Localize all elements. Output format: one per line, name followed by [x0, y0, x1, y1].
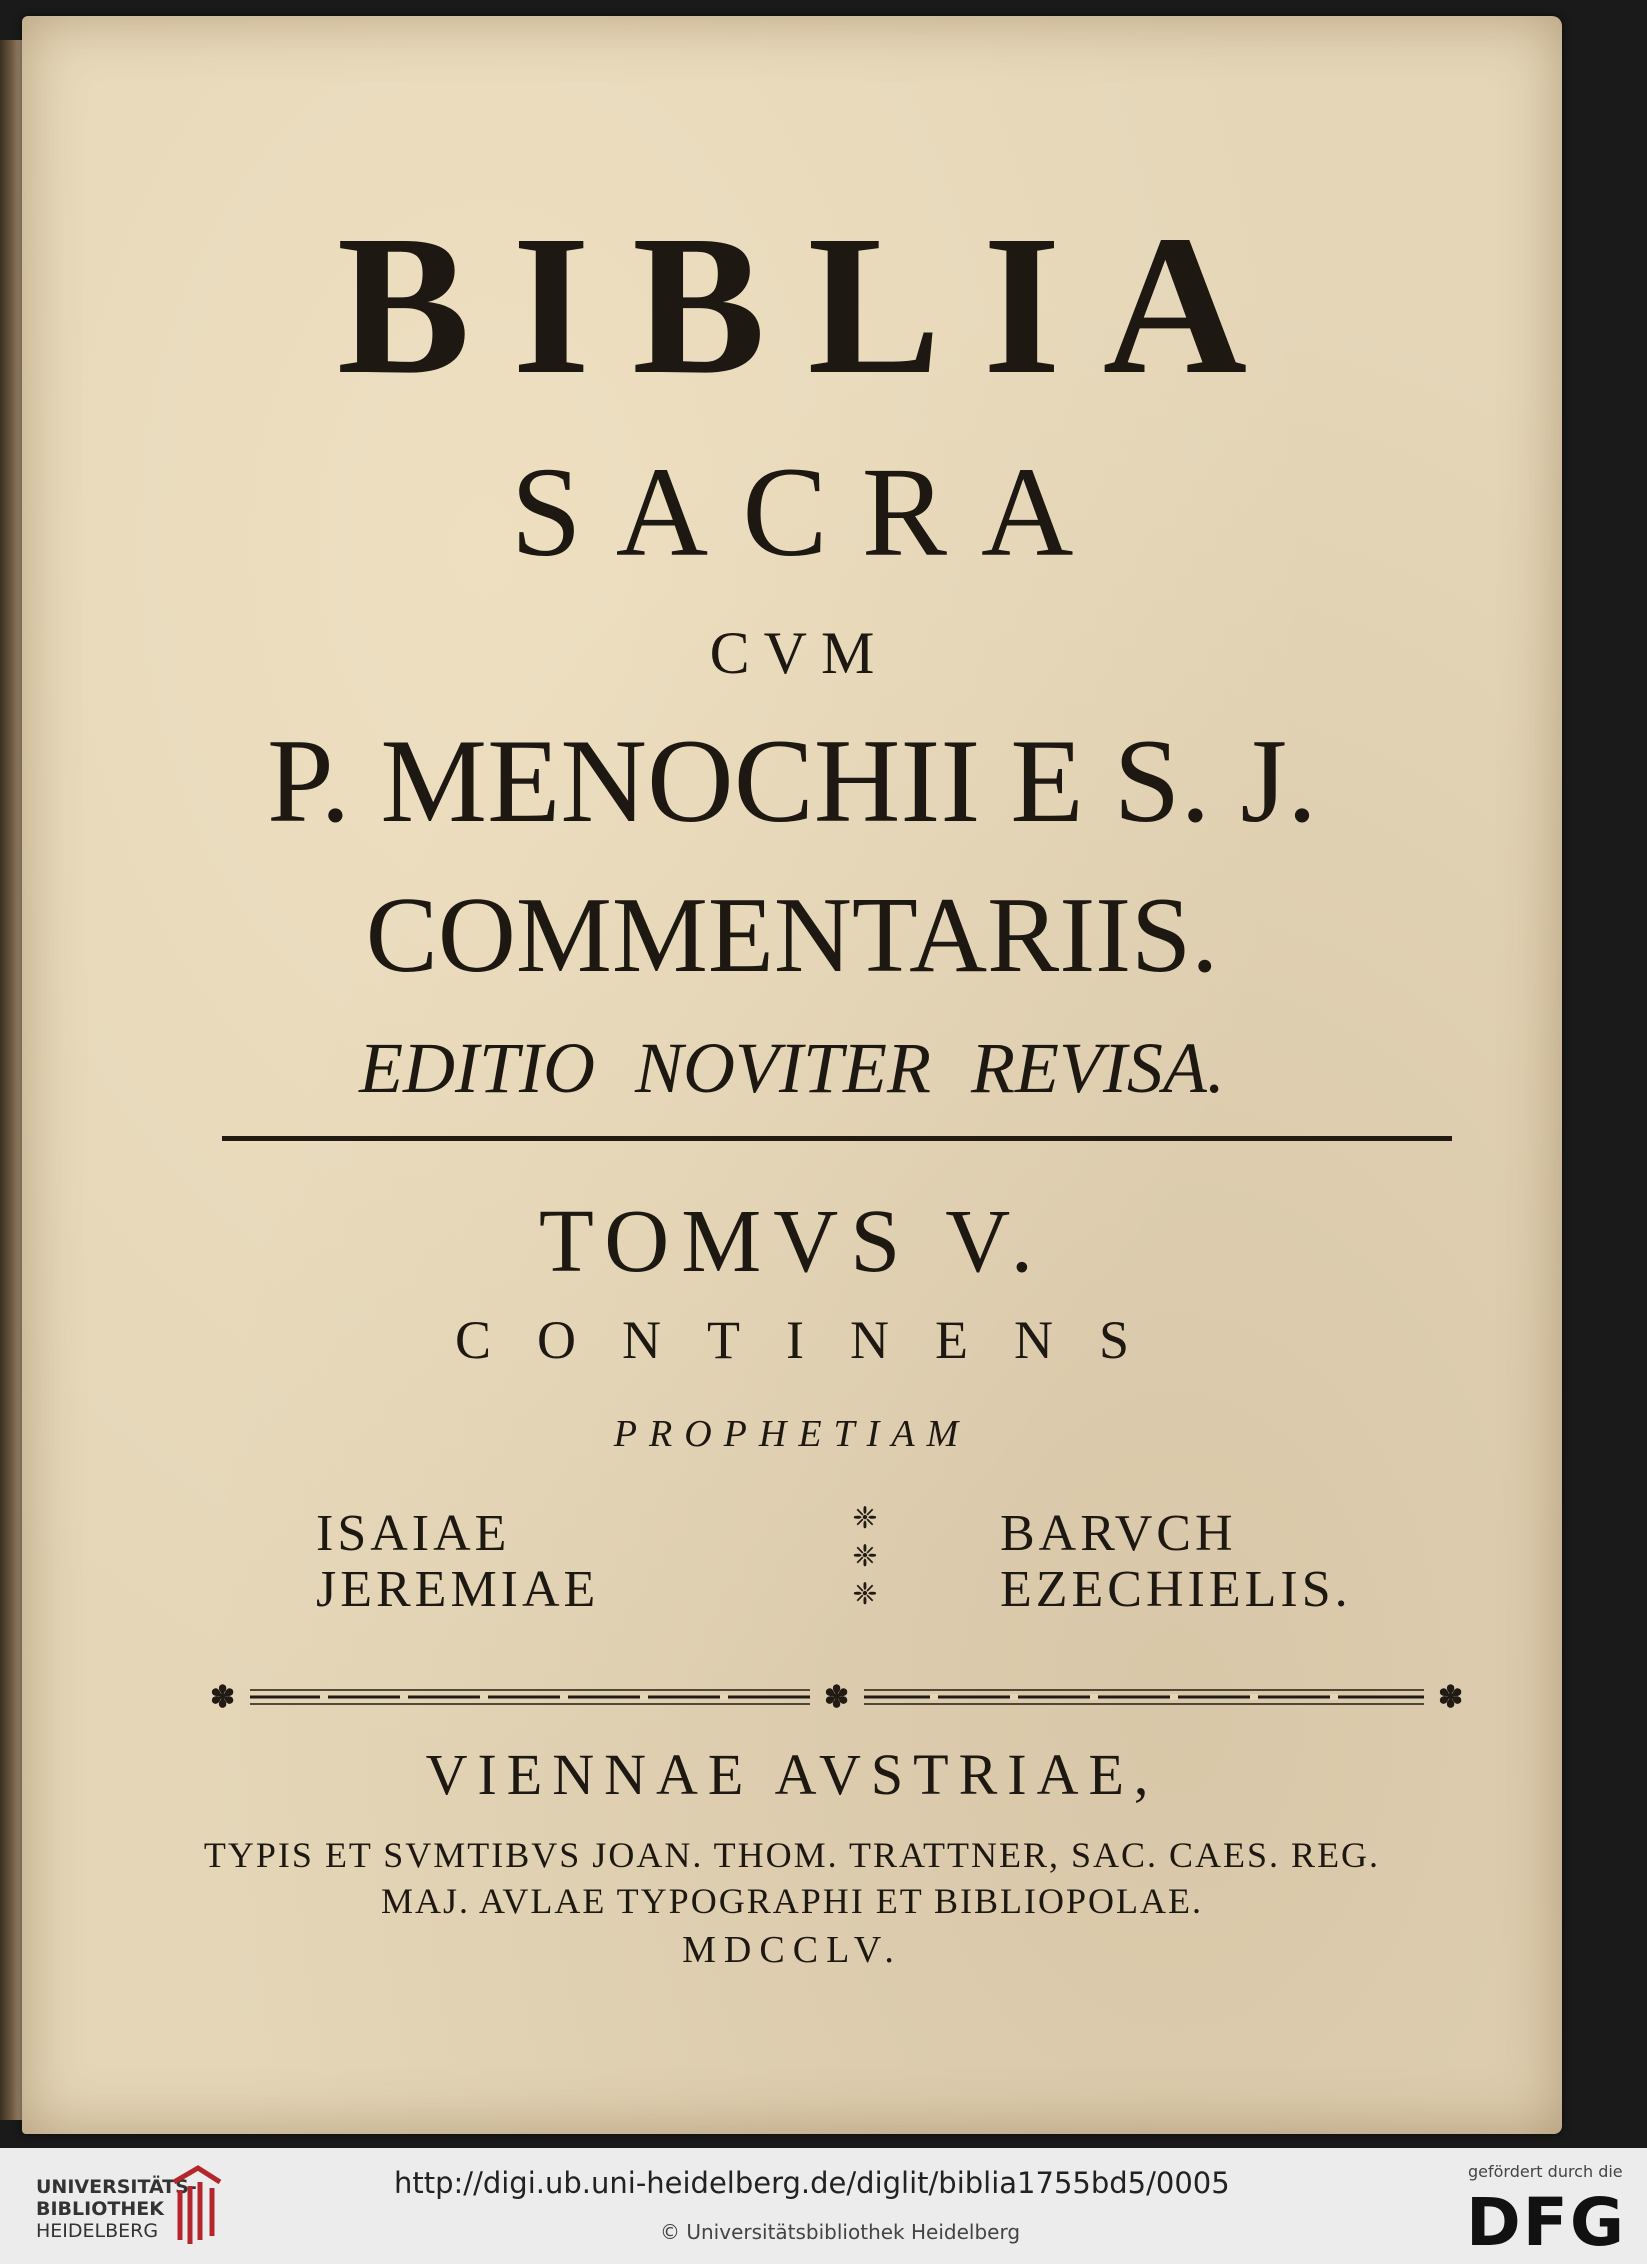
commentary-line: COMMENTARIIS. — [365, 876, 1219, 995]
fleuron-icon: ❈ — [852, 1578, 878, 1611]
fleuron-icon: ❈ — [852, 1540, 878, 1573]
title-page — [22, 16, 1562, 2134]
containing-line: CONTINENS — [455, 1310, 1175, 1370]
viewer-footer — [0, 2148, 1647, 2264]
conjunction-line: CVM — [709, 620, 889, 686]
library-name-line-3: HEIDELBERG — [36, 2220, 159, 2242]
copyright-notice: © Universitätsbibliothek Heidelberg — [660, 2220, 1021, 2244]
book-name-jeremiah: JEREMIAE — [316, 1561, 600, 1618]
place-line: VIENNAE AVSTRIAE, — [425, 1742, 1159, 1807]
library-name-line-2: BIBLIOTHEK — [36, 2198, 164, 2220]
permalink-url[interactable]: http://digi.ub.uni-heidelberg.de/diglit/biblia1755bd5/0005 — [394, 2166, 1230, 2200]
printer-line-1: TYPIS ET SVMTIBVS JOAN. THOM. TRATTNER, SAC. CAES. REG. — [203, 1835, 1381, 1875]
prophecy-line: PROPHETIAM — [613, 1413, 971, 1455]
library-name-line-1: UNIVERSITÄTS- — [36, 2176, 197, 2198]
book-name-baruch: BARVCH — [1000, 1505, 1237, 1562]
volume-line: TOMVS V. — [538, 1192, 1046, 1291]
edition-line: EDITIO NOVITER REVISA. — [359, 1028, 1225, 1108]
dfg-logo[interactable]: DFG — [1466, 2184, 1627, 2261]
book-name-ezekiel: EZECHIELIS. — [1000, 1561, 1352, 1618]
printer-line-2: MAJ. AVLAE TYPOGRAPHI ET BIBLIOPOLAE. — [380, 1881, 1204, 1921]
funding-caption: gefördert durch die — [1468, 2162, 1623, 2181]
svg-text:✽: ✽ — [1438, 1680, 1464, 1714]
main-title: BIBLIA — [336, 195, 1290, 416]
svg-text:✽: ✽ — [824, 1680, 850, 1714]
publication-year: MDCCLV. — [682, 1929, 902, 1971]
book-name-isaiah: ISAIAE — [316, 1505, 511, 1562]
svg-text:✽: ✽ — [210, 1680, 236, 1714]
fleuron-divider — [848, 1502, 882, 1612]
horizontal-rule — [222, 1136, 1452, 1141]
ornamental-border — [210, 1680, 1468, 1714]
author-line: P. MENOCHII E S. J. — [266, 714, 1318, 847]
fleuron-icon: ❈ — [852, 1502, 878, 1535]
subtitle: SACRA — [510, 441, 1108, 583]
library-logo-icon[interactable] — [168, 2162, 226, 2248]
